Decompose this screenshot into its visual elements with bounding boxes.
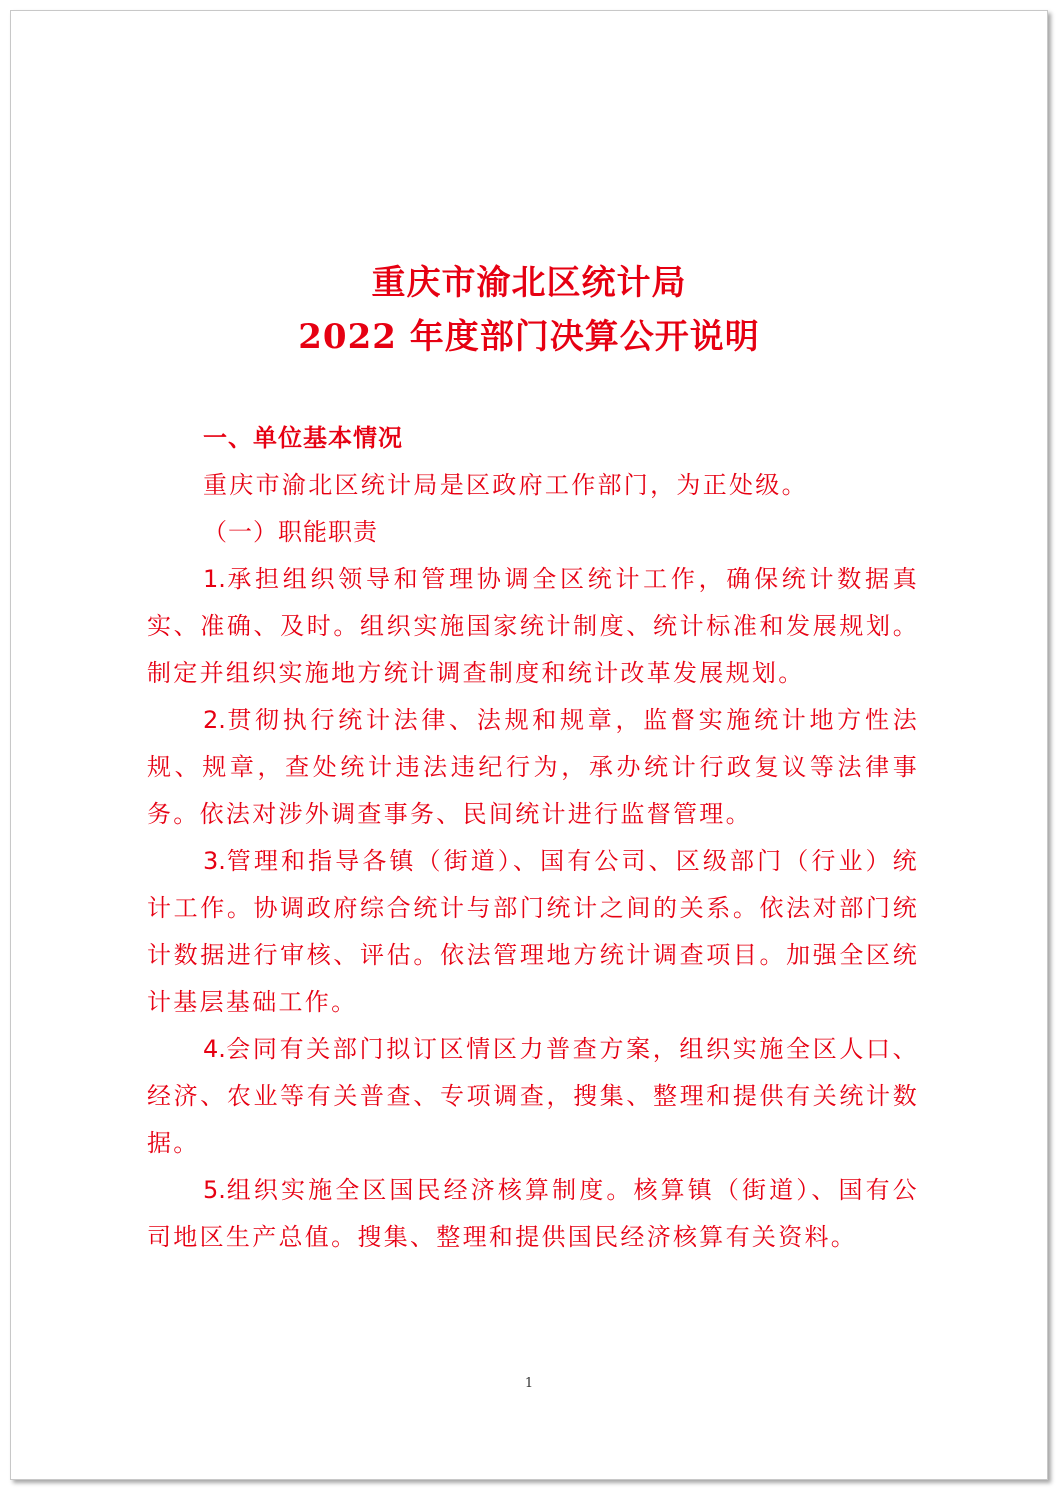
duty-item-number: 1. <box>203 565 226 593</box>
duty-item-1 <box>147 556 919 697</box>
duty-item-number: 4. <box>203 1035 226 1063</box>
duty-item-2 <box>147 697 919 838</box>
duty-item-number: 3. <box>203 847 226 875</box>
page-number: 1 <box>524 1376 534 1391</box>
duty-item-text: 承担组织领导和管理协调全区统计工作，确保统计数据真实、准确、及时。组织实施国家统计制度、统计标准和发展规划。制定并组织实施地方统计调查制度和统计改革发展规划。 <box>147 565 919 687</box>
sub-heading: （一）职能职责 <box>203 518 378 546</box>
duty-item-text: 管理和指导各镇（街道）、国有公司、区级部门（行业）统计工作。协调政府综合统计与部门统计之间的关系。依法对部门统计数据进行审核、评估。依法管理地方统计调查项目。加强全区统计基层基础工作。 <box>147 847 919 1016</box>
document-page <box>10 10 1048 1480</box>
duty-item-number: 5. <box>203 1176 226 1204</box>
section-heading: 一、单位基本情况 <box>203 424 403 452</box>
duty-item-text: 会同有关部门拟订区情区力普查方案，组织实施全区人口、经济、农业等有关普查、专项调查，搜集、整理和提供有关统计数据。 <box>147 1035 919 1157</box>
section-intro: 重庆市渝北区统计局是区政府工作部门，为正处级。 <box>203 471 808 499</box>
document-title-line1: 重庆市渝北区统计局 <box>371 263 687 303</box>
duty-item-4 <box>147 1026 919 1167</box>
document-body <box>147 415 919 1261</box>
duty-item-3 <box>147 838 919 1026</box>
document-title-line2: 2022 年度部门决算公开说明 <box>298 317 760 357</box>
duty-item-text: 贯彻执行统计法律、法规和规章，监督实施统计地方性法规、规章，查处统计违法违纪行为，承办统计行政复议等法律事务。依法对涉外调查事务、民间统计进行监督管理。 <box>147 706 919 828</box>
duty-item-text: 组织实施全区国民经济核算制度。核算镇（街道）、国有公司地区生产总值。搜集、整理和提供国民经济核算有关资料。 <box>147 1176 919 1251</box>
duty-item-number: 2. <box>203 706 226 734</box>
duty-item-5 <box>147 1167 919 1261</box>
